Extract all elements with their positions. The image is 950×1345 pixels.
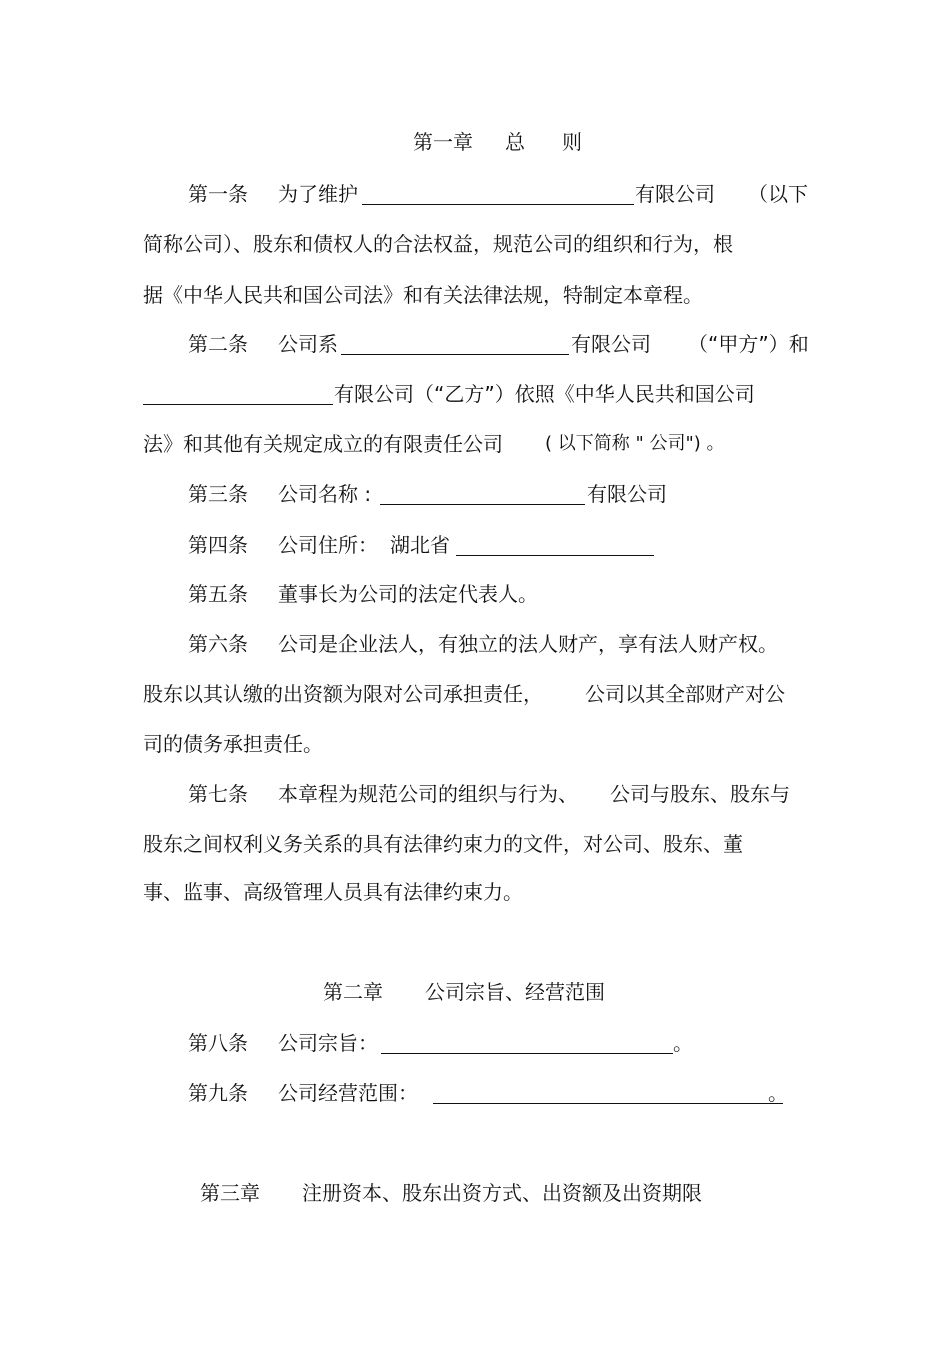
company-name-blank[interactable] — [362, 180, 634, 205]
article-6-text: 公司以其全部财产对公 — [585, 682, 785, 706]
article-8-text: 。 — [673, 1031, 693, 1055]
article-2-text: 公司系 — [278, 332, 338, 356]
party-a-name-blank[interactable] — [341, 330, 569, 355]
article-4-label: 第四条 — [188, 533, 248, 557]
article-4-text: 湖北省 — [390, 533, 450, 557]
article-8-label: 第八条 — [188, 1031, 248, 1055]
chapter-1-number: 第一章 — [413, 130, 473, 154]
chapter-3-title: 注册资本、股东出资方式、出资额及出资期限 — [302, 1181, 702, 1205]
article-2-text: 有限公司（“乙方”）依照《中华人民共和国公司 — [334, 382, 755, 406]
article-5-label: 第五条 — [188, 582, 248, 606]
company-full-name-blank[interactable] — [380, 480, 585, 505]
article-6-text: 司的债务承担责任。 — [143, 732, 323, 756]
article-6-text: 公司是企业法人，有独立的法人财产，享有法人财产权。 — [278, 632, 778, 656]
article-7-text: 股东之间权利义务关系的具有法律约束力的文件，对公司、股东、董 — [143, 832, 743, 856]
article-7-text: 事、监事、高级管理人员具有法律约束力。 — [143, 880, 523, 904]
article-9-text: 。 — [768, 1081, 788, 1105]
article-6-text: 股东以其认缴的出资额为限对公司承担责任， — [143, 682, 543, 706]
party-b-name-blank[interactable] — [143, 380, 333, 405]
article-9-label: 第九条 — [188, 1081, 248, 1105]
business-scope-blank[interactable] — [433, 1079, 783, 1104]
article-5-text: 董事长为公司的法定代表人。 — [278, 582, 538, 606]
article-2-label: 第二条 — [188, 332, 248, 356]
article-1-text: 简称公司）、股东和债权人的合法权益，规范公司的组织和行为，根 — [143, 232, 733, 256]
article-7-text: 公司与股东、股东与 — [610, 782, 790, 806]
article-6-label: 第六条 — [188, 632, 248, 656]
article-1-text: 据《中华人民共和国公司法》和有关法律法规，特制定本章程。 — [143, 283, 703, 307]
chapter-3-number: 第三章 — [200, 1181, 260, 1205]
article-3-label: 第三条 — [188, 482, 248, 506]
chapter-2-title: 公司宗旨、经营范围 — [425, 980, 605, 1004]
article-1-text: （以下 — [748, 182, 808, 206]
article-1-label: 第一条 — [188, 182, 248, 206]
article-2-text: （“甲方”）和 — [688, 332, 809, 356]
article-8-text: 公司宗旨： — [278, 1031, 378, 1055]
article-3-text: 公司名称 : — [278, 482, 372, 506]
article-1-text: 有限公司 — [635, 182, 715, 206]
article-1-text: 为了维护 — [278, 182, 358, 206]
chapter-2-number: 第二章 — [323, 980, 383, 1004]
article-7-text: 本章程为规范公司的组织与行为、 — [278, 782, 578, 806]
article-2-text: ( 以下简称 " 公司") 。 — [545, 433, 725, 454]
article-7-label: 第七条 — [188, 782, 248, 806]
chapter-1-title-part-1: 总 — [505, 130, 525, 154]
article-2-text: 有限公司 — [571, 332, 651, 356]
article-9-text: 公司经营范围： — [278, 1081, 418, 1105]
address-blank[interactable] — [456, 531, 654, 556]
article-4-text: 公司住所： — [278, 533, 378, 557]
article-2-text: 法》和其他有关规定成立的有限责任公司 — [143, 432, 503, 456]
chapter-1-title-part-2: 则 — [562, 130, 582, 154]
purpose-blank[interactable] — [381, 1029, 673, 1054]
article-3-text: 有限公司 — [587, 482, 667, 506]
